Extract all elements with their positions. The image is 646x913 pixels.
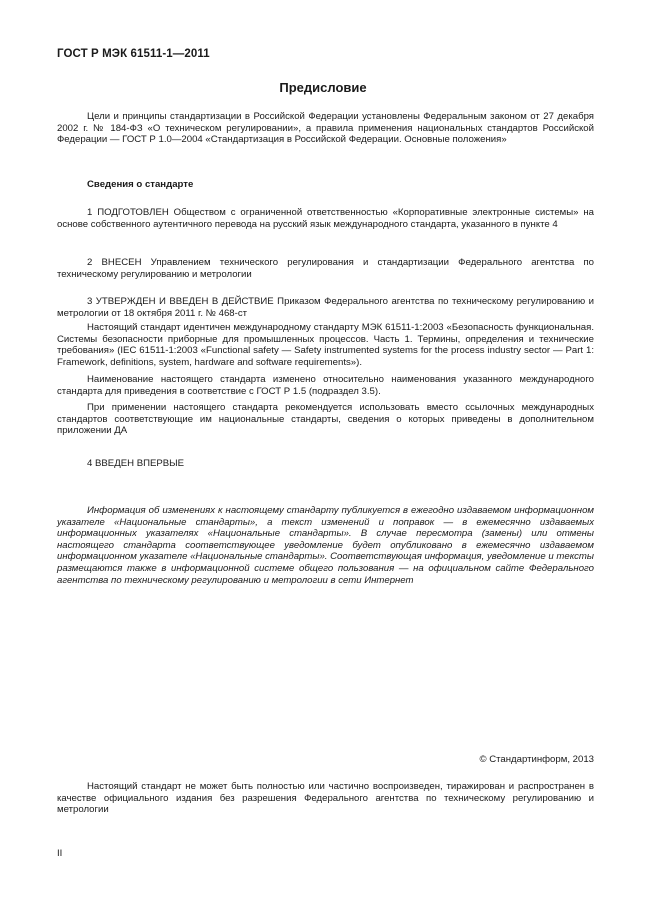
page-title: Предисловие xyxy=(279,80,367,95)
item-3-name-change-paragraph: Наименование настоящего стандарта изменено относительно наименования указанного международного стандарта для приведения в соответствие с ГОСТ Р 1.5 (подраздел 3.5). xyxy=(57,374,594,397)
intro-paragraph: Цели и принципы стандартизации в Российской Федерации установлены Федеральным законом от 27 декабря 2002 г. № 184-ФЗ «О техническом регулировании», а правила применения национальных стандартов Российской Федерации — ГОСТ Р 1.0—2004 «Стандартизация в Российской Федерации. Основные положения» xyxy=(57,111,594,146)
item-3-identity-paragraph: Настоящий стандарт идентичен международному стандарту МЭК 61511-1:2003 «Безопасность функциональная. Системы безопасности приборные для промышленных процессов. Часть 1. Термины, определения и технические требования» (IEC 61511-1:2003 «Functional safety — Safety instrumented systems for the process industry sector — Part 1: Framework, definitions, system, hardware and software requirements»). xyxy=(57,322,594,368)
item-3-paragraph: 3 УТВЕРЖДЕН И ВВЕДЕН В ДЕЙСТВИЕ Приказом Федерального агентства по техническому регулированию и метрологии от 18 октября 2011 г. № 468-ст xyxy=(57,296,594,319)
page-number: II xyxy=(57,848,63,859)
reproduction-notice-paragraph: Настоящий стандарт не может быть полностью или частично воспроизведен, тиражирован и распространен в качестве официального издания без разрешения Федерального агентства по техническому регулированию и метрологии xyxy=(57,781,594,816)
section-heading: Сведения о стандарте xyxy=(87,179,194,190)
item-1-paragraph: 1 ПОДГОТОВЛЕН Обществом с ограниченной ответственностью «Корпоративные электронные системы» на основе собственного аутентичного перевода на русский язык международного стандарта, указанного в пункте 4 xyxy=(57,207,594,230)
copyright-line: © Стандартинформ, 2013 xyxy=(479,754,594,765)
changes-notice-paragraph: Информация об изменениях к настоящему стандарту публикуется в ежегодно издаваемом информационном указателе «Национальные стандарты», а текст изменений и поправок — в ежемесячно издаваемых информационных указателях «Национальные стандарты». В случае пересмотра (замены) или отмены настоящего стандарта соответствующее уведомление будет опубликовано в ежемесячно издаваемом информационном указателе «Национальные стандарты». Соответствующая информация, уведомление и тексты размещаются также в информационной системе общего пользования — на официальном сайте Федерального агентства по техническому регулированию и метрологии в сети Интернет xyxy=(57,505,594,586)
item-2-paragraph: 2 ВНЕСЕН Управлением технического регулирования и стандартизации Федерального агентства по техническому регулированию и метрологии xyxy=(57,257,594,280)
item-4-paragraph: 4 ВВЕДЕН ВПЕРВЫЕ xyxy=(87,458,185,469)
document-code-header: ГОСТ Р МЭК 61511-1—2011 xyxy=(57,48,210,60)
item-3-references-paragraph: При применении настоящего стандарта рекомендуется использовать вместо ссылочных международных стандартов соответствующие им национальные стандарты, сведения о которых приведены в дополнительном приложении ДА xyxy=(57,402,594,437)
